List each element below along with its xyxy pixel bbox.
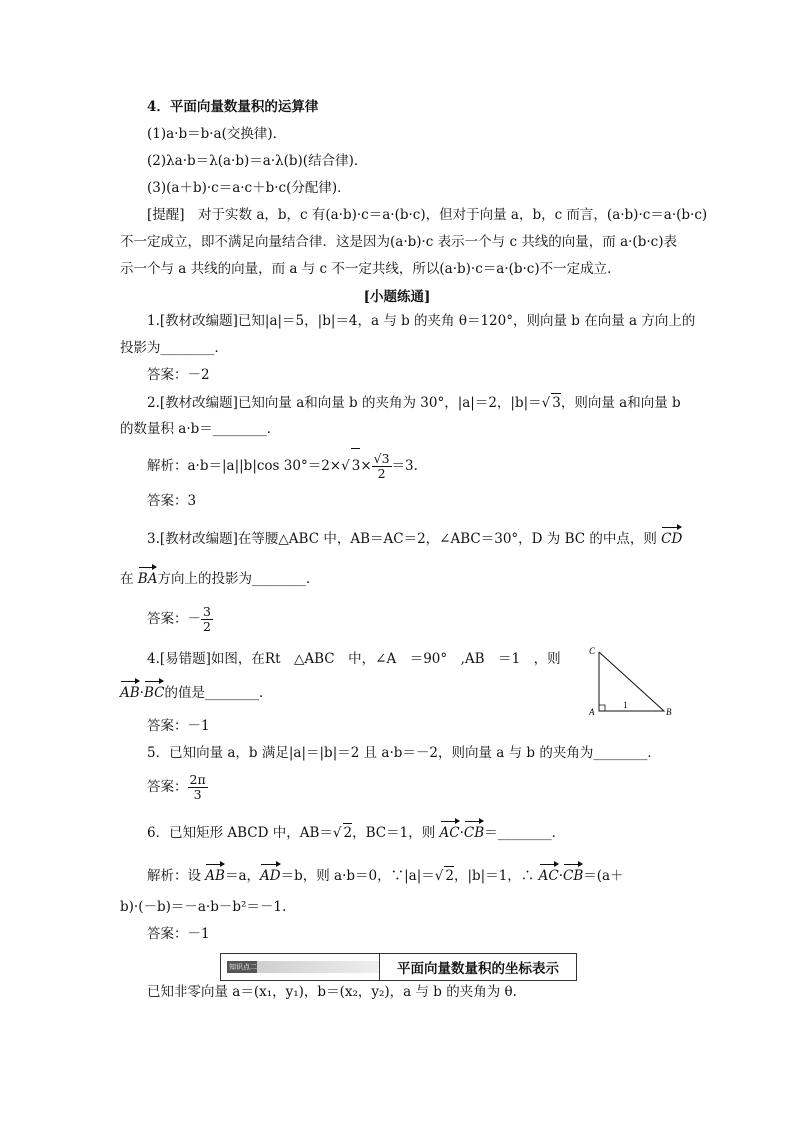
q3-text-c: 方向上的投影为________． xyxy=(157,571,320,587)
q6-sol-b: ＝a， xyxy=(224,868,261,884)
q6-text-b: ，BC＝1，则 xyxy=(352,825,440,841)
vertex-c-label: C xyxy=(589,646,596,656)
q3-answer xyxy=(147,602,213,636)
q4-dot: · xyxy=(139,685,144,701)
q3-answer-fraction xyxy=(201,605,213,634)
section-header-box xyxy=(220,953,577,981)
tip-line-2: 不一定成立，即不满足向量结合律．这是因为(a·b)·c 表示一个与 c 共线的向量，而 a·(b·c)表 xyxy=(120,234,677,250)
section-tag-label: 知识点二 xyxy=(227,961,379,973)
q3-text-a: 3.[教材改编题]在等腰△ABC 中，AB＝AC＝2，∠ABC＝30°，D 为 BC 的中点，则 xyxy=(147,531,662,547)
q6-sol-e: ＝(a＋ xyxy=(583,868,624,884)
q5-answer-label: 答案： xyxy=(147,779,188,795)
right-angle-mark xyxy=(599,705,605,711)
q2-text-a: 2.[教材改编题]已知向量 a和向量 b 的夹角为 30°，|a|＝2，|b|＝ xyxy=(147,395,542,411)
q6-text-a: 6．已知矩形 ABCD 中，AB＝ xyxy=(147,825,333,841)
right-triangle-figure xyxy=(586,644,686,720)
q3-line-2 xyxy=(120,566,319,588)
vector-ac: AC xyxy=(440,820,460,842)
vector-cd: CD xyxy=(661,526,682,548)
q6-sol-c: ＝b，则 a·b＝0，∵|a|＝ xyxy=(280,868,435,884)
q2-solution: 解析：a·b＝|a||b|cos 30°＝2×√ 3× $\frac{√3}{2}$ ＝3. xyxy=(147,448,418,483)
q4-text-b: 的值是________． xyxy=(164,685,273,701)
vector-ab: AB xyxy=(120,680,140,702)
law-commutative: (1)a·b＝b·a(交换律)． xyxy=(147,126,287,142)
vertex-a-label: A xyxy=(589,707,595,717)
q2-sol-sqrt: 3 xyxy=(351,448,361,483)
q6-sol-sqrt: 2 xyxy=(445,868,454,884)
q2-line-1: 2.[教材改编题]已知向量 a和向量 b 的夹角为 30°，|a|＝2，|b|＝√ 3，则向量 a和向量 b xyxy=(147,395,681,411)
q6-solution-line-2: b)·(－b)＝－a·b－b²＝－1. xyxy=(120,899,287,915)
side-ab-length: 1 xyxy=(623,700,628,710)
tip-line-3: 示一个与 a 共线的向量，而 a 与 c 不一定共线，所以(a·b)·c＝a·(b·c)不一定成立． xyxy=(120,261,621,277)
q6-line-1: 6．已知矩形 ABCD 中，AB＝√ 2，BC＝1，则 AC·CB＝________． xyxy=(147,820,565,842)
triangle-outline xyxy=(599,652,664,711)
q6-sqrt: 2 xyxy=(343,825,353,841)
vector-cb: CB xyxy=(464,820,484,842)
q2-sol-fraction xyxy=(372,452,392,481)
q4-answer: 答案：－1 xyxy=(147,718,210,734)
section-heading: 4．平面向量数量积的运算律 xyxy=(147,99,319,115)
q3-answer-den: 2 xyxy=(203,619,211,634)
q2-answer: 答案：3 xyxy=(147,493,197,509)
law-distributive: (3)(a＋b)·c＝a·c＋b·c(分配律)． xyxy=(147,180,351,196)
q5-answer-fraction xyxy=(188,773,208,802)
vector-ac-sol: AC xyxy=(539,863,559,885)
q2-text-b: ，则向量 a和向量 b xyxy=(560,395,681,411)
section-header-title: 平面向量数量积的坐标表示 xyxy=(397,961,559,977)
q1-answer: 答案：－2 xyxy=(147,367,210,383)
section-tag xyxy=(221,954,380,980)
q6-sol-a: 解析：设 xyxy=(147,868,206,884)
vector-ab-sol: AB xyxy=(205,863,225,885)
q2-sol-b: ＝3. xyxy=(391,458,418,474)
q3-text-b: 在 xyxy=(120,571,138,587)
q5-answer-num: 2π xyxy=(189,772,206,787)
q2-sol-a: 解析：a·b＝|a||b|cos 30°＝2× xyxy=(147,458,342,474)
q5-line-1: 5．已知向量 a，b 满足|a|＝|b|＝2 且 a·b＝－2，则向量 a 与 b 的夹角为________． xyxy=(147,745,661,761)
q2-line-2: 的数量积 a·b＝________． xyxy=(120,421,281,437)
vector-cb-sol: CB xyxy=(563,863,583,885)
q6-sol-d: ，|b|＝1，∴ xyxy=(453,868,539,884)
q4-line-2 xyxy=(120,680,272,702)
q2-sol-frac-num: √3 xyxy=(373,451,390,466)
vector-ba: BA xyxy=(138,566,158,588)
vector-bc: BC xyxy=(144,680,165,702)
q3-line-1 xyxy=(147,526,682,548)
q3-answer-num: 3 xyxy=(203,604,211,619)
tip-line-1: [提醒] 对于实数 a，b，c 有(a·b)·c＝a·(b·c)，但对于向量 a，b，c 而言，(a·b)·c＝a·(b·c) xyxy=(147,207,708,223)
q6-solution-line-1: 解析：设 AB＝a，AD＝b，则 a·b＝0，∵|a|＝√ 2，|b|＝1，∴ AC·CB＝(a＋ xyxy=(147,863,624,885)
q2-sol-frac-den: 2 xyxy=(377,466,386,481)
q6-sol-dot: · xyxy=(558,868,563,884)
q6-text-c: ＝________． xyxy=(484,825,566,841)
q6-dot: · xyxy=(459,825,464,841)
law-associative: (2)λa·b＝λ(a·b)＝a·λ(b)(结合律)． xyxy=(147,153,368,169)
q4-line-1: 4.[易错题]如图，在Rt △ABC 中，∠A ＝90° ,AB ＝1 ，则 xyxy=(147,651,561,667)
q2-sqrt: 3 xyxy=(552,395,561,411)
vertex-b-label: B xyxy=(666,707,672,717)
q3-answer-label: 答案：－ xyxy=(147,611,201,627)
vector-ad-sol: AD xyxy=(260,863,281,885)
q2-sol-times: × xyxy=(360,458,372,474)
q5-answer xyxy=(147,770,208,804)
coordinate-intro: 已知非零向量 a＝(x₁，y₁)，b＝(x₂，y₂)，a 与 b 的夹角为 θ. xyxy=(147,984,517,1000)
practice-title: [小题练通] xyxy=(363,289,431,305)
q1-line-1: 1.[教材改编题]已知|a|＝5，|b|＝4，a 与 b 的夹角 θ＝120°，则向量 b 在向量 a 方向上的 xyxy=(147,313,696,329)
q1-line-2: 投影为________． xyxy=(120,340,228,356)
q5-answer-den: 3 xyxy=(193,787,202,802)
q6-answer: 答案：－1 xyxy=(147,926,210,942)
